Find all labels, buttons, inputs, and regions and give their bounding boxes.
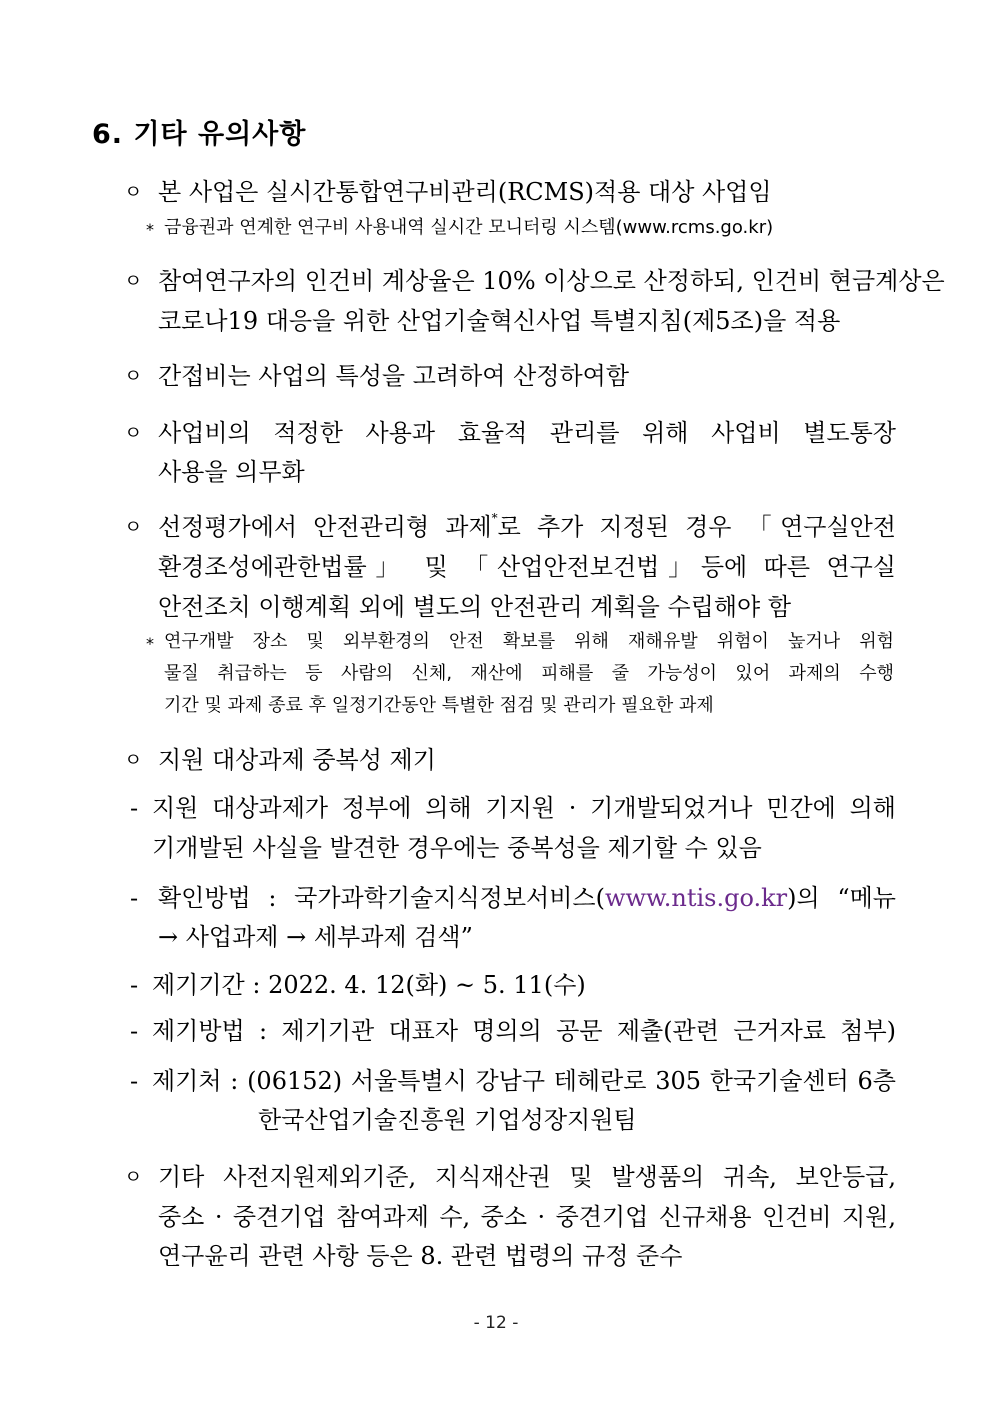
account-text-line2: 사용을 의무화 xyxy=(158,458,305,486)
duplicate-item3: 제기기간 : 2022. 4. 12(화) ~ 5. 11(수) xyxy=(152,971,586,999)
safety-note-line1: 연구개발 장소 및 외부환경의 안전 확보를 위해 재해유발 위험이 높거나 위험 xyxy=(164,631,894,652)
bullet-marker: ㅇ xyxy=(124,422,143,444)
safety-text-line3: 안전조치 이행계획 외에 별도의 안전관리 계획을 수립해야 함 xyxy=(158,593,792,621)
bullet-marker: ㅇ xyxy=(124,516,143,538)
safety-note-line3: 기간 및 과제 종료 후 일정기간동안 특별한 점검 및 관리가 필요한 과제 xyxy=(164,695,714,716)
bullet-marker: ㅇ xyxy=(124,181,143,203)
dash-marker: - xyxy=(130,1067,139,1095)
rcms-text: 본 사업은 실시간통합연구비관리(RCMS)적용 대상 사업임 xyxy=(158,178,772,206)
dash-marker: - xyxy=(130,794,139,822)
account-text-line1: 사업비의 적정한 사용과 효율적 관리를 위해 사업비 별도통장 xyxy=(158,419,896,447)
bullet-marker: ㅇ xyxy=(124,365,143,387)
section-heading: 6. 기타 유의사항 xyxy=(92,119,307,150)
duplicate-item5-line2: 한국산업기술진흥원 기업성장지원팀 xyxy=(258,1106,637,1134)
duplicate-item1-line1: 지원 대상과제가 정부에 의해 기지원 · 기개발되었거나 민간에 의해 xyxy=(152,794,896,822)
bullet-marker: ㅇ xyxy=(124,749,143,771)
duplicate-item4: 제기방법 : 제기기관 대표자 명의의 공문 제출(관련 근거자료 첨부) xyxy=(152,1017,896,1045)
dash-marker: - xyxy=(130,1017,139,1045)
safety-text-line2: 환경조성에관한법률」 및 「산업안전보건법」등에 따른 연구실 xyxy=(158,553,896,581)
safety-note-line2: 물질 취급하는 등 사람의 신체, 재산에 피해를 줄 가능성이 있어 과제의 수행 xyxy=(164,663,894,684)
note-marker: * xyxy=(146,634,154,653)
footnote-marker: * xyxy=(491,511,498,525)
dash-marker: - xyxy=(130,884,139,912)
ntis-link[interactable]: www.ntis.go.kr xyxy=(604,884,788,912)
duplicate-item1-line2: 기개발된 사실을 발견한 경우에는 중복성을 제기할 수 있음 xyxy=(152,834,762,862)
personnel-text-line1: 참여연구자의 인건비 계상율은 10% 이상으로 산정하되, 인건비 현금계상은 xyxy=(158,267,945,295)
other-text-line1: 기타 사전지원제외기준, 지식재산권 및 발생품의 귀속, 보안등급, xyxy=(158,1163,896,1191)
bullet-marker: ㅇ xyxy=(124,1166,143,1188)
bullet-marker: ㅇ xyxy=(124,270,143,292)
page-number: - 12 - xyxy=(473,1313,519,1333)
other-text-line3: 연구윤리 관련 사항 등은 8. 관련 법령의 규정 준수 xyxy=(158,1242,683,1270)
dash-marker: - xyxy=(130,971,139,999)
other-text-line2: 중소 · 중견기업 참여과제 수, 중소 · 중견기업 신규채용 인건비 지원, xyxy=(158,1203,896,1231)
rcms-note: 금융권과 연계한 연구비 사용내역 실시간 모니터링 시스템(www.rcms.go.kr) xyxy=(164,217,774,238)
duplicate-text: 지원 대상과제 중복성 제기 xyxy=(158,746,436,774)
personnel-text-line2: 코로나19 대응을 위한 산업기술혁신사업 특별지침(제5조)을 적용 xyxy=(158,307,841,335)
indirect-text: 간접비는 사업의 특성을 고려하여 산정하여함 xyxy=(158,362,630,390)
safety-text-line1: 선정평가에서 안전관리형 과제*로 추가 지정된 경우 「연구실안전 xyxy=(158,511,896,541)
duplicate-item2-line1: 확인방법 : 국가과학기술지식정보서비스(www.ntis.go.kr)의 “메뉴 xyxy=(158,884,896,912)
duplicate-item5-line1: 제기처 : (06152) 서울특별시 강남구 테헤란로 305 한국기술센터 6층 xyxy=(152,1067,896,1095)
note-marker: * xyxy=(146,220,154,239)
duplicate-item2-line2: → 사업과제 → 세부과제 검색” xyxy=(158,923,473,951)
